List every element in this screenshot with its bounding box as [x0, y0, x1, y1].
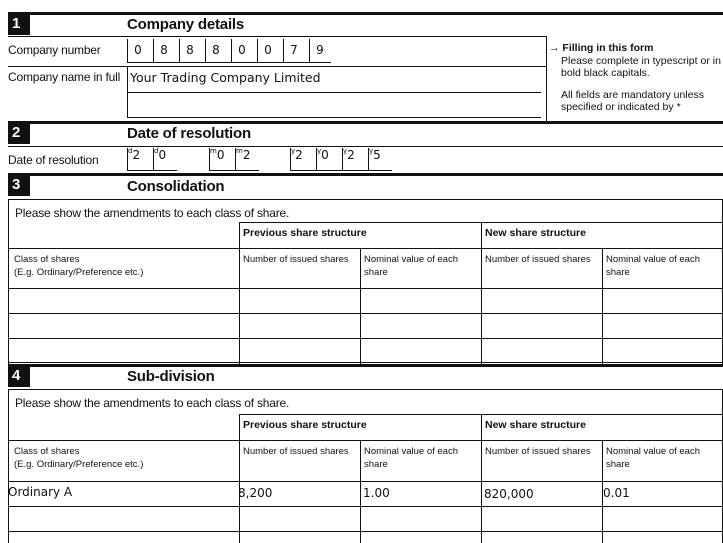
section-3-rule [8, 173, 723, 176]
company-name-label: Company name in full [8, 70, 121, 84]
col-issued-header: Number of issued shares [485, 254, 591, 265]
table-cell-input[interactable] [9, 289, 239, 313]
company-number-digit[interactable]: 8 [179, 39, 200, 62]
col-nominal-header: Nominal value of each share [364, 446, 458, 470]
section-2-title: Date of resolution [127, 125, 251, 142]
subdivision-new-header: New share structure [485, 419, 586, 431]
consolidation-instruction: Please show the amendments to each class of share. [15, 206, 290, 220]
date-of-resolution-label: Date of resolution [8, 153, 99, 167]
col-nominal-header: Nominal value of each share [364, 254, 458, 278]
col-issued-header: Number of issued shares [243, 446, 349, 457]
table-cell-prev-nominal[interactable]: 1.00 [363, 486, 390, 500]
section-2-rule [8, 121, 723, 124]
col-nominal-header: Nominal value of each share [606, 254, 700, 278]
table-cell-input[interactable] [9, 314, 239, 338]
note-line: All fields are mandatory unless [561, 88, 704, 101]
col-issued-header: Number of issued shares [243, 254, 349, 265]
section-1-number: 1 [8, 15, 30, 35]
consolidation-prev-header: Previous share structure [243, 227, 367, 239]
date-year-box[interactable]: $^y$5 [368, 148, 390, 170]
subdivision-prev-header: Previous share structure [243, 419, 367, 431]
company-number-digit[interactable]: 8 [205, 39, 226, 62]
section-4-rule [8, 364, 723, 367]
col-issued-header: Number of issued shares [485, 446, 591, 457]
date-year-box[interactable]: $^y$2 [290, 148, 312, 170]
company-number-digit[interactable]: 7 [283, 39, 304, 62]
company-name-value: Your Trading Company Limited [130, 70, 321, 85]
table-cell-input[interactable] [9, 507, 239, 531]
subdivision-instruction: Please show the amendments to each class of share. [15, 396, 290, 410]
date-day-box[interactable]: $^d$0 [153, 148, 175, 170]
note-line: Please complete in typescript or in [561, 54, 721, 67]
company-number-digit[interactable]: 0 [231, 39, 252, 62]
filling-in-note [546, 36, 723, 122]
table-cell-prev-issued[interactable]: 8,200 [238, 486, 273, 500]
company-number-digit[interactable]: 0 [257, 39, 278, 62]
company-name-input-line2[interactable] [127, 93, 541, 118]
filling-in-heading: → Filling in this form [549, 42, 654, 54]
company-number-label: Company number [8, 43, 101, 57]
date-month-box[interactable]: $^m$0 [209, 148, 231, 170]
section-1-title: Company details [127, 16, 245, 33]
consolidation-table [8, 199, 723, 364]
note-line: specified or indicated by * [561, 101, 681, 113]
col-class-header: Class of shares (E.g. Ordinary/Preference etc.) [14, 254, 144, 278]
date-day-box[interactable]: $^d$2 [127, 148, 149, 170]
subdivision-table [8, 389, 723, 543]
section-2-number: 2 [8, 124, 30, 144]
table-cell-new-nominal[interactable]: 0.01 [603, 486, 630, 500]
section-1-rule [8, 12, 723, 15]
date-month-box[interactable]: $^m$2 [235, 148, 257, 170]
section-4-title: Sub-division [127, 368, 215, 385]
col-nominal-header: Nominal value of each share [606, 446, 700, 470]
section-3-number: 3 [8, 176, 30, 196]
note-line: bold black capitals. [561, 67, 650, 79]
consolidation-new-header: New share structure [485, 227, 586, 239]
section-3-title: Consolidation [127, 178, 225, 195]
date-year-box[interactable]: $^y$2 [342, 148, 364, 170]
company-number-digit[interactable]: 0 [127, 39, 148, 62]
date-year-box[interactable]: $^y$0 [316, 148, 338, 170]
table-cell-class[interactable]: Ordinary A [8, 485, 73, 499]
company-number-digit[interactable]: 9 [309, 39, 330, 62]
table-cell-new-issued[interactable]: 820,000 [484, 487, 534, 501]
section-4-number: 4 [8, 367, 30, 387]
col-class-header: Class of shares (E.g. Ordinary/Preference etc.) [14, 446, 144, 470]
company-name-input[interactable] [127, 66, 541, 93]
company-number-digit[interactable]: 8 [153, 39, 174, 62]
table-cell-input[interactable] [9, 339, 239, 362]
